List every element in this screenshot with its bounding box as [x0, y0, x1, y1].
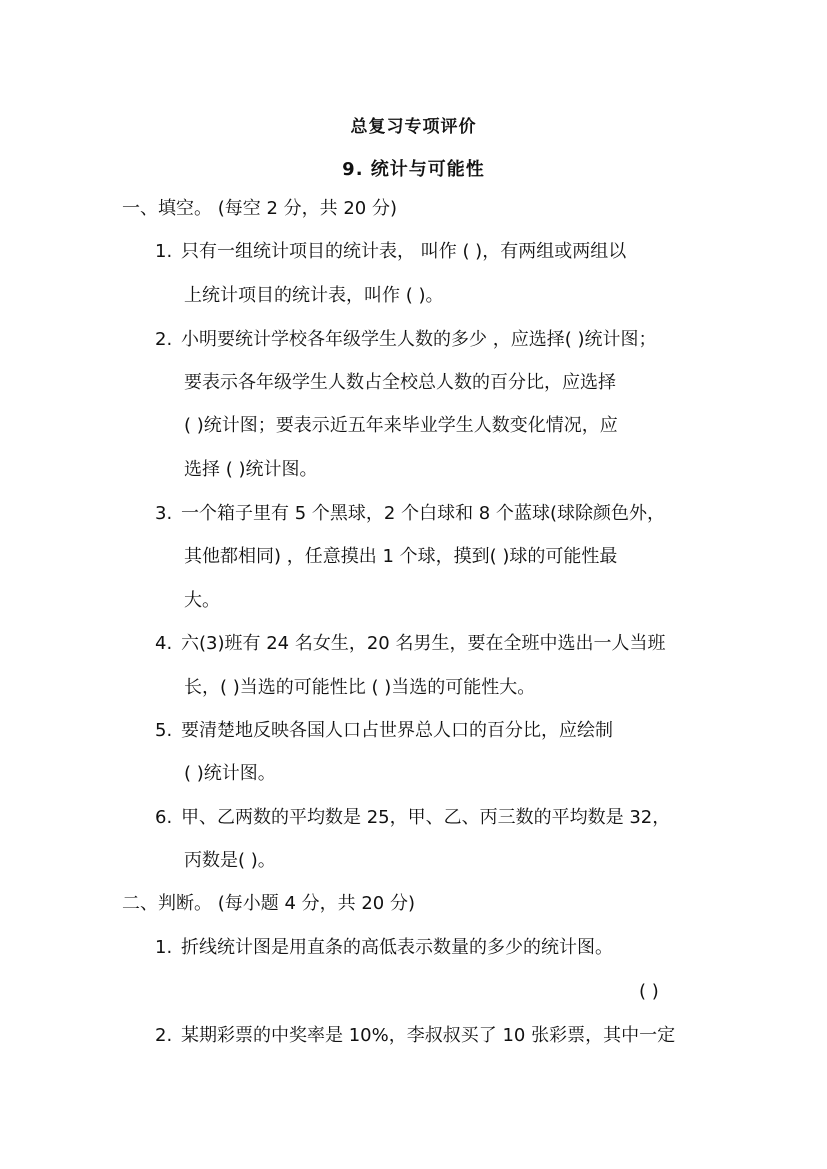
question-text: 只有一组统计项目的统计表， 叫作 ( )，有两组或两组以 [181, 241, 627, 262]
subtitle: 9. 统计与可能性 [342, 159, 485, 180]
question-number: 1. [155, 937, 173, 958]
question-text: 上统计项目的统计表，叫作 ( )。 [184, 285, 444, 306]
question-text: 某期彩票的中奖率是 10%，李叔叔买了 10 张彩票，其中一定 [181, 1025, 676, 1046]
question-text: 其他都相同) ，任意摸出 1 个球，摸到( )球的可能性最 [184, 546, 618, 567]
question-text: 大。 [184, 590, 220, 611]
question-text: 选择 ( )统计图。 [184, 459, 318, 480]
question-text: 要表示各年级学生人数占全校总人数的百分比，应选择 [184, 372, 616, 393]
question-number: 1. [155, 241, 173, 262]
question-number: 6. [155, 807, 173, 828]
question-text: 一个箱子里有 5 个黑球，2 个白球和 8 个蓝球(球除颜色外， [181, 503, 665, 524]
question-number: 2. [155, 1025, 173, 1046]
section-heading-judge: 二、判断。 (每小题 4 分，共 20 分) [122, 893, 416, 914]
question-number: 3. [155, 503, 173, 524]
question-text: 小明要统计学校各年级学生人数的多少 ，应选择( )统计图； [181, 329, 657, 350]
question-text: 丙数是( )。 [184, 850, 276, 871]
question-text: 甲、乙两数的平均数是 25，甲、乙、丙三数的平均数是 32， [181, 807, 671, 828]
answer-blank: ( ) [639, 981, 659, 1002]
question-text: 要清楚地反映各国人口占世界总人口的百分比，应绘制 [181, 720, 613, 741]
question-number: 5. [155, 720, 173, 741]
question-number: 2. [155, 329, 173, 350]
question-text: 长，( )当选的可能性比 ( )当选的可能性大。 [184, 677, 536, 698]
question-text: ( )统计图；要表示近五年来毕业学生人数变化情况，应 [184, 415, 618, 436]
question-text: ( )统计图。 [184, 763, 276, 784]
section-heading-fill-blank: 一、填空。 (每空 2 分，共 20 分) [122, 198, 398, 219]
question-text: 六(3)班有 24 名女生，20 名男生，要在全班中选出一人当班 [181, 633, 666, 654]
question-text: 折线统计图是用直条的高低表示数量的多少的统计图。 [181, 937, 613, 958]
question-number: 4. [155, 633, 173, 654]
title: 总复习专项评价 [350, 117, 477, 137]
